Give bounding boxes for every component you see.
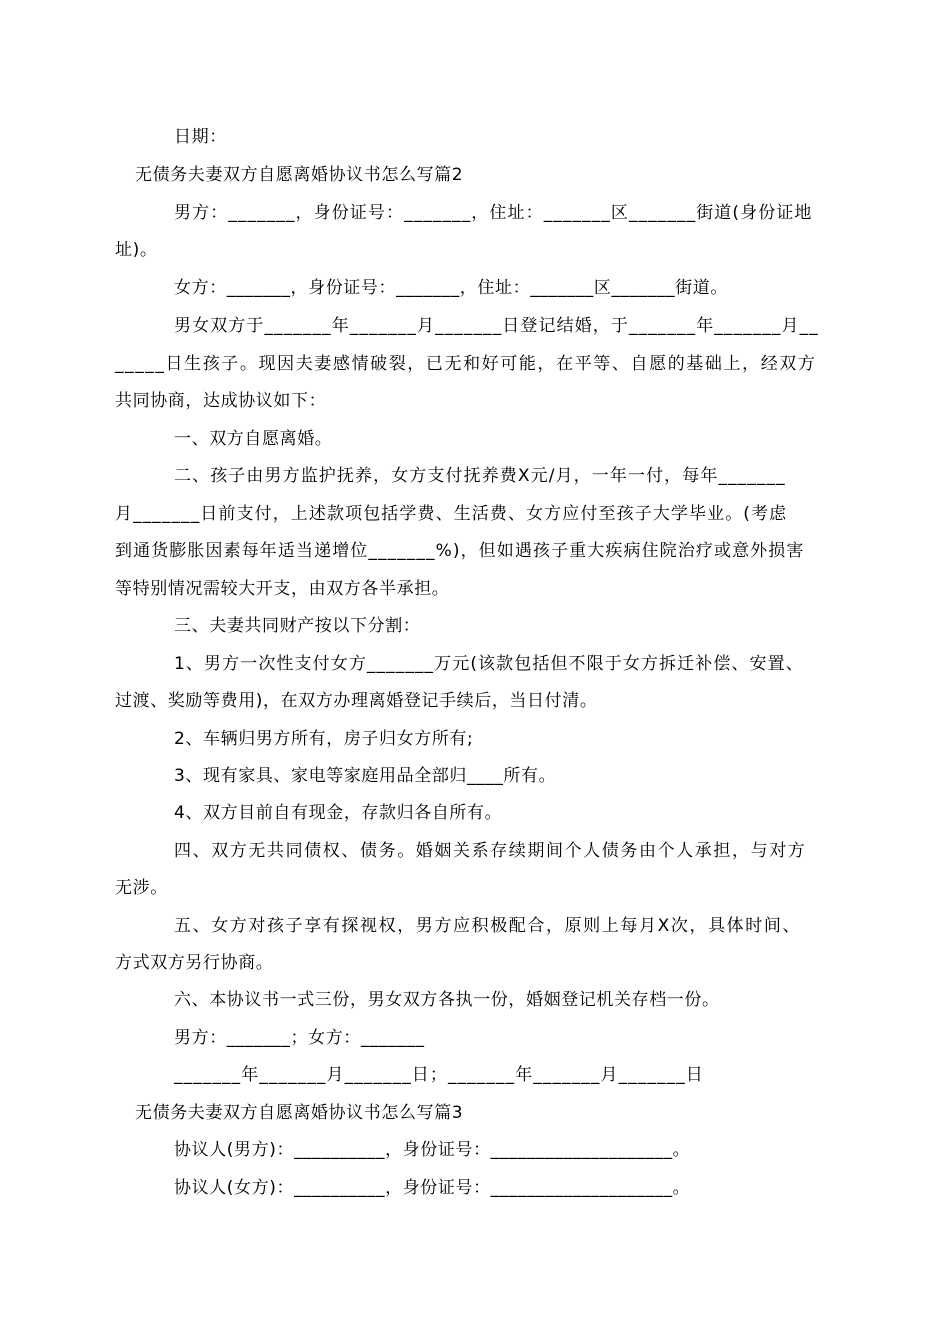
clause-1: 一、双方自愿离婚。: [174, 429, 333, 449]
sub-clause-3: 3、现有家具、家电等家庭用品全部归____所有。: [174, 766, 557, 786]
paragraph-line: 方式双方另行协商。: [115, 953, 274, 973]
clause-4: 四、双方无共同债权、债务。婚姻关系存续期间个人债务由个人承担，与对方: [174, 841, 807, 861]
paragraph-line: 到通货膨胀因素每年适当递增位_______%)，但如遇孩子重大疾病住院治疗或意外损害: [115, 541, 805, 561]
sub-clause-2: 2、车辆归男方所有，房子归女方所有;: [174, 729, 474, 749]
paragraph-line: 无涉。: [115, 878, 168, 898]
party-male-line: 协议人(男方)：__________，身份证号：____________________。: [174, 1140, 691, 1160]
section-heading-3: 无债务夫妻双方自愿离婚协议书怎么写篇3: [135, 1103, 464, 1123]
paragraph-line: 址)。: [115, 240, 158, 260]
clause-2: 二、孩子由男方监护抚养，女方支付抚养费X元/月，一年一付，每年_______: [174, 466, 786, 486]
sub-clause-4: 4、双方目前自有现金，存款归各自所有。: [174, 803, 503, 823]
clause-5: 五、女方对孩子享有探视权，男方应积极配合，原则上每月X次，具体时间、: [174, 916, 802, 936]
clause-3: 三、夫妻共同财产按以下分割：: [174, 616, 421, 636]
paragraph-line: 女方：_______，身份证号：_______，住址：_______区_______街道。: [174, 278, 728, 298]
sub-clause-1: 1、男方一次性支付女方_______万元(该款包括但不限于女方拆迁补偿、安置、: [174, 654, 804, 674]
paragraph-line: 男女双方于_______年_______月_______日登记结婚，于_______年_______月__: [174, 316, 819, 336]
paragraph-line: _____日生孩子。现因夫妻感情破裂，已无和好可能，在平等、自愿的基础上，经双方: [115, 354, 817, 374]
paragraph-line: 等特别情况需较大开支，由双方各半承担。: [115, 579, 450, 599]
paragraph-line: 过渡、奖励等费用)，在双方办理离婚登记手续后，当日付清。: [115, 691, 598, 711]
party-female-line: 协议人(女方)：__________，身份证号：____________________。: [174, 1178, 691, 1198]
paragraph-line: 共同协商，达成协议如下：: [115, 391, 327, 411]
signature-line: 男方：_______；女方：_______: [174, 1028, 425, 1048]
date-signature-line: _______年_______月_______日；_______年_______月_______日: [174, 1065, 704, 1085]
paragraph-line: 男方：_______，身份证号：_______，住址：_______区_______街道(身份证地: [174, 203, 813, 223]
section-heading-2: 无债务夫妻双方自愿离婚协议书怎么写篇2: [135, 165, 464, 185]
clause-6: 六、本协议书一式三份，男女双方各执一份，婚姻登记机关存档一份。: [174, 990, 720, 1010]
paragraph-line: 月_______日前支付，上述款项包括学费、生活费、女方应付至孩子大学毕业。(考虑: [115, 504, 788, 524]
date-label: 日期：: [174, 127, 227, 147]
